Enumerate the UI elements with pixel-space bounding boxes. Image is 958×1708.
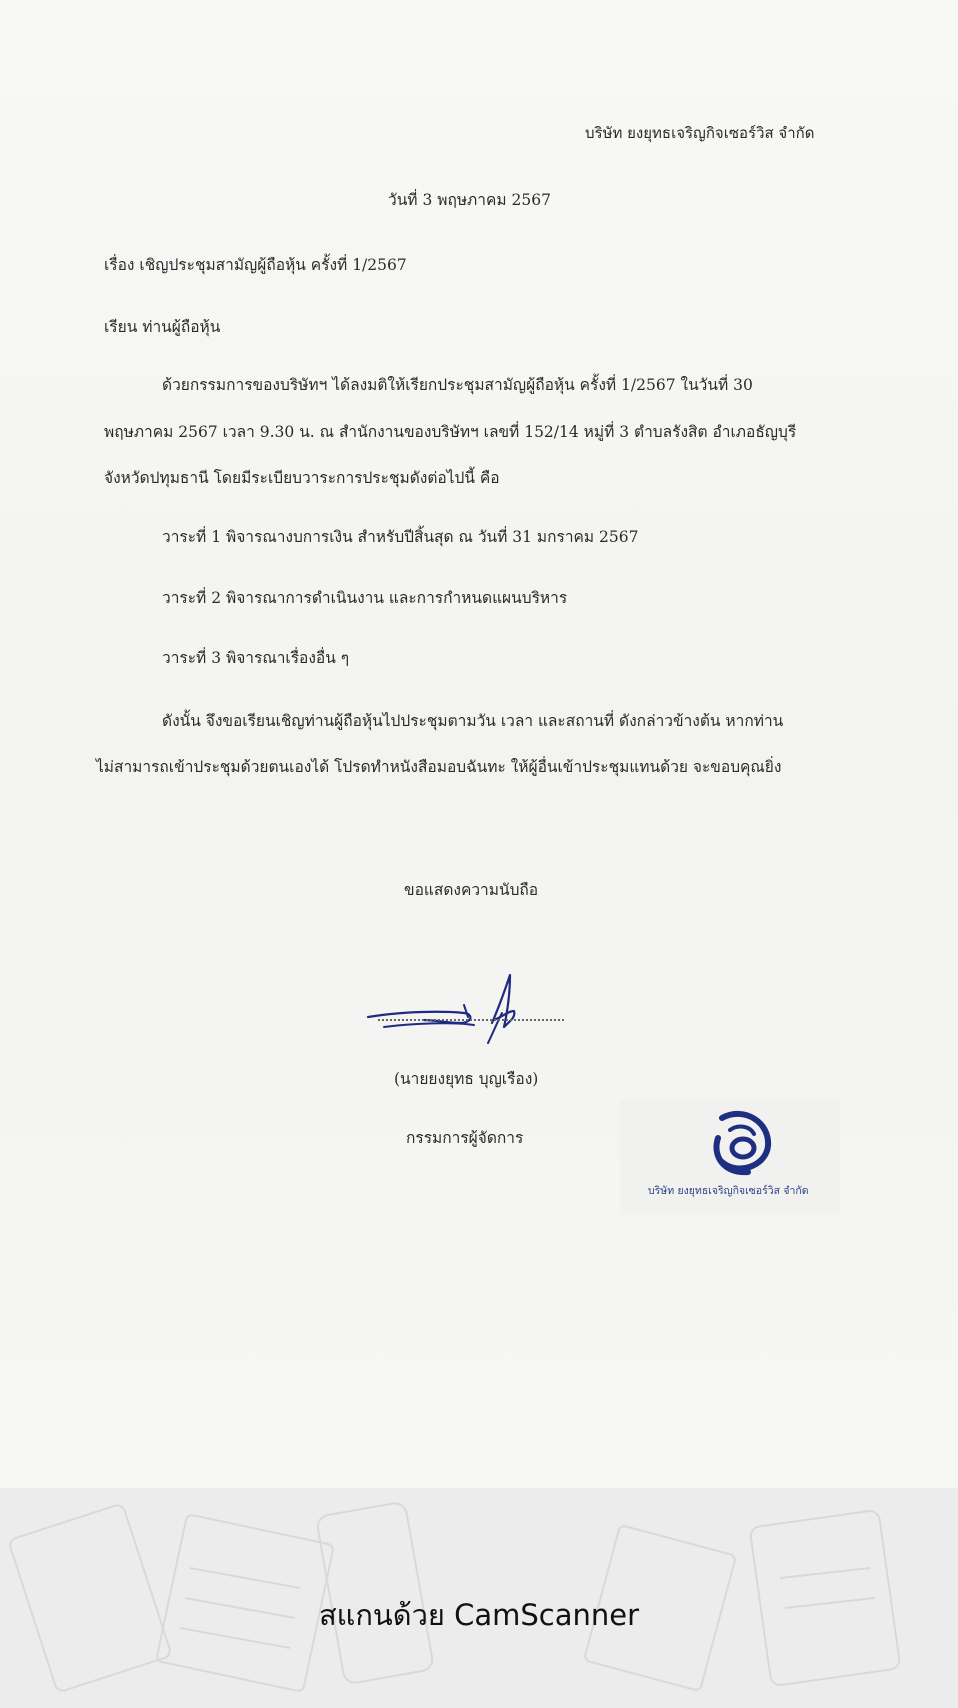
signer-position: กรรมการผู้จัดการ bbox=[406, 1129, 524, 1147]
closing-line: ไม่สามารถเข้าประชุมด้วยตนเองได้ โปรดทำหนังสือมอบฉันทะ ให้ผู้อื่นเข้าประชุมแทนด้วย จะขอบคุณยิ่ง bbox=[96, 758, 782, 776]
body-line: พฤษภาคม 2567 เวลา 9.30 น. ณ สำนักงานของบริษัทฯ เลขที่ 152/14 หมู่ที่ 3 ตำบลรังสิต อำเภอธัญบุรี bbox=[104, 423, 797, 441]
body-line: ด้วยกรรมการของบริษัทฯ ได้ลงมติให้เรียกประชุมสามัญผู้ถือหุ้น ครั้งที่ 1/2567 ในวันที่ 30 bbox=[162, 376, 753, 394]
company-logo-icon bbox=[708, 1108, 778, 1178]
letter-date: วันที่ 3 พฤษภาคม 2567 bbox=[388, 191, 551, 209]
signer-name: (นายยงยุทธ บุญเรือง) bbox=[394, 1070, 539, 1088]
handwritten-signature bbox=[364, 965, 564, 1045]
letter-subject: เรื่อง เชิญประชุมสามัญผู้ถือหุ้น ครั้งที่ 1/2567 bbox=[104, 256, 407, 274]
footer-text: สแกนด้วย CamScanner bbox=[318, 1598, 640, 1632]
agenda-item: วาระที่ 2 พิจารณาการดำเนินงาน และการกำหนดแผนบริหาร bbox=[162, 589, 568, 607]
agenda-item: วาระที่ 1 พิจารณางบการเงิน สำหรับปีสิ้นสุด ณ วันที่ 31 มกราคม 2567 bbox=[162, 528, 639, 546]
camscanner-footer bbox=[0, 1488, 958, 1708]
closing-line: ดังนั้น จึงขอเรียนเชิญท่านผู้ถือหุ้นไปประชุมตามวัน เวลา และสถานที่ ดังกล่าวข้างต้น หากท่าน bbox=[162, 712, 784, 730]
complimentary-close: ขอแสดงความนับถือ bbox=[404, 881, 539, 899]
letter-salutation: เรียน ท่านผู้ถือหุ้น bbox=[104, 318, 221, 336]
company-header: บริษัท ยงยุทธเจริญกิจเซอร์วิส จำกัด bbox=[585, 124, 815, 142]
stamp-text: บริษัท ยงยุทธเจริญกิจเซอร์วิส จำกัด bbox=[648, 1185, 809, 1197]
signature-line bbox=[378, 1019, 564, 1021]
body-line: จังหวัดปทุมธานี โดยมีระเบียบวาระการประชุมดังต่อไปนี้ คือ bbox=[104, 469, 500, 487]
agenda-item: วาระที่ 3 พิจารณาเรื่องอื่น ๆ bbox=[162, 649, 350, 667]
